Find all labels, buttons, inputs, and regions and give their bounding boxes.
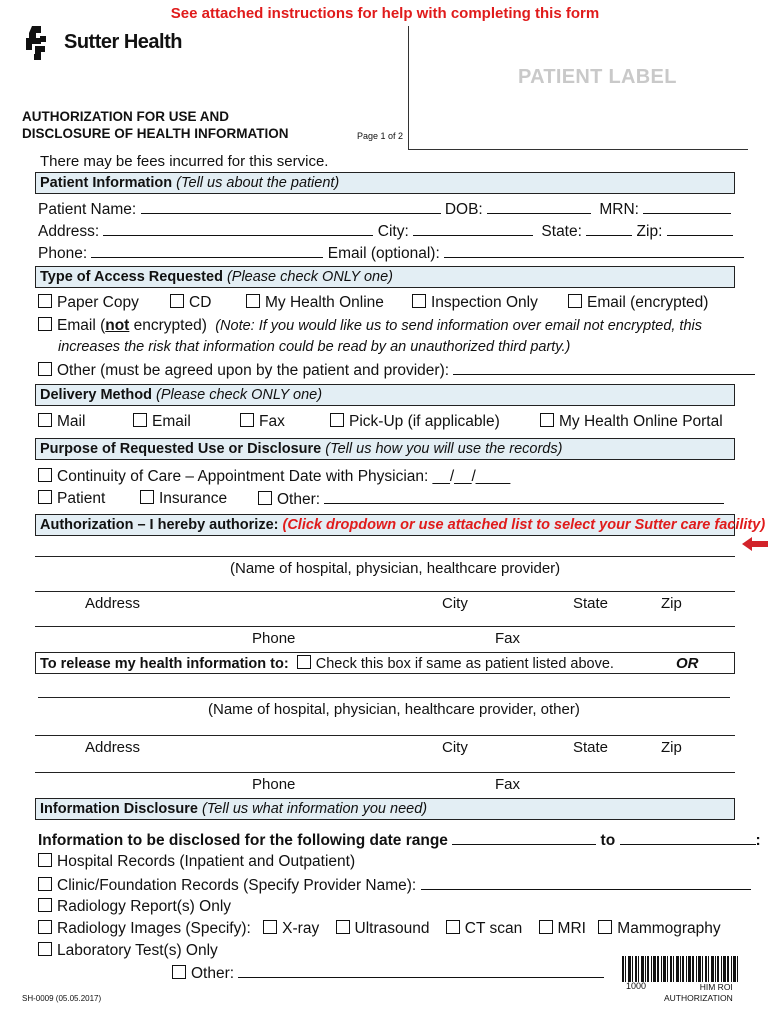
- address-row: [38, 222, 733, 241]
- checkbox-radiology-reports[interactable]: [38, 898, 52, 912]
- phone-label: Phone:: [38, 245, 88, 262]
- facility-state-caption: State: [573, 595, 609, 612]
- form-title-line-2: DISCLOSURE OF HEALTH INFORMATION: [22, 126, 289, 141]
- access-option-row: [38, 294, 139, 312]
- option-delivery-email: Email: [152, 413, 191, 430]
- ct-scan-label: CT scan: [464, 920, 523, 937]
- access-other-label: Other (must be agreed upon by the patient and provider):: [57, 362, 450, 379]
- checkbox-xray[interactable]: [263, 920, 277, 934]
- section-hint: (Tell us how you will use the records): [325, 441, 563, 457]
- section-heading: Purpose of Requested Use or Disclosure: [40, 441, 322, 457]
- email-label: Email (optional):: [327, 245, 440, 262]
- section-hint: (Please check ONLY one): [226, 269, 393, 285]
- facility-address-line[interactable]: [35, 591, 735, 592]
- brand-name: Sutter Health: [64, 31, 182, 53]
- option-cd: CD: [189, 294, 212, 311]
- facility-name-caption: (Name of hospital, physician, healthcare provider): [230, 560, 561, 577]
- access-other-row: [38, 361, 755, 380]
- email-note-line-2: increases the risk that information could be read by an unauthorized third party.): [58, 339, 571, 355]
- section-release-to: [35, 652, 735, 674]
- same-as-patient-label: Check this box if same as patient listed above.: [315, 656, 614, 672]
- dropdown-arrow-icon[interactable]: [742, 537, 768, 551]
- delivery-mail-wrap: [38, 413, 85, 431]
- checkbox-purpose-other[interactable]: [258, 491, 272, 505]
- email-not-word: not: [105, 317, 130, 334]
- header-divider-vertical: [408, 26, 409, 150]
- delivery-email-wrap: [133, 413, 191, 431]
- zip-field[interactable]: [667, 222, 733, 236]
- email-not-prefix: Email (: [57, 317, 106, 334]
- access-option-mho-wrap: [246, 294, 384, 312]
- city-label: City:: [377, 223, 409, 240]
- instruction-note: See attached instructions for help with completing this form: [170, 5, 600, 22]
- address-field[interactable]: [103, 222, 373, 236]
- provider-name-field[interactable]: [421, 876, 751, 890]
- facility-zip-caption: Zip: [661, 595, 682, 612]
- purpose-other-label: Other:: [277, 491, 321, 508]
- option-email-encrypted: Email (encrypted): [587, 294, 709, 311]
- recipient-city-caption: City: [442, 739, 468, 756]
- option-mail: Mail: [57, 413, 86, 430]
- state-label: State:: [541, 223, 582, 240]
- access-option-email-enc-wrap: [568, 294, 708, 312]
- patient-name-row: [38, 200, 731, 219]
- email-not-encrypted-row: [38, 317, 702, 335]
- mammography-label: Mammography: [617, 920, 721, 937]
- checkbox-paper-copy[interactable]: [38, 294, 52, 308]
- section-heading: Patient Information: [40, 175, 173, 191]
- hospital-records-label: Hospital Records (Inpatient and Outpatient): [57, 853, 356, 870]
- form-code: SH-0009 (05.05.2017): [22, 994, 102, 1003]
- checkbox-disclosure-other[interactable]: [172, 965, 186, 979]
- state-field[interactable]: [586, 222, 632, 236]
- checkbox-email-encrypted[interactable]: [568, 294, 582, 308]
- phone-row: [38, 244, 744, 263]
- disclosure-other-row: [172, 964, 604, 983]
- him-roi-line-1: HIM ROI: [699, 982, 733, 992]
- option-paper-copy: Paper Copy: [57, 294, 139, 311]
- radiology-reports-label: Radiology Report(s) Only: [57, 898, 232, 915]
- option-inspection-only: Inspection Only: [431, 294, 538, 311]
- checkbox-mammography[interactable]: [598, 920, 612, 934]
- disclosure-other-field[interactable]: [238, 964, 604, 978]
- checkbox-radiology-images[interactable]: [38, 920, 52, 934]
- delivery-portal-wrap: [540, 413, 723, 431]
- recipient-zip-caption: Zip: [661, 739, 682, 756]
- continuity-label: Continuity of Care – Appointment Date with Physician:: [57, 468, 429, 485]
- recipient-state-caption: State: [573, 739, 609, 756]
- fees-note: There may be fees incurred for this service.: [40, 153, 329, 170]
- date-range-end-field[interactable]: [620, 831, 756, 845]
- facility-fax-caption: Fax: [495, 630, 521, 647]
- ultrasound-label: Ultrasound: [354, 920, 430, 937]
- checkbox-mri[interactable]: [539, 920, 553, 934]
- section-heading: Delivery Method: [40, 387, 152, 403]
- delivery-fax-wrap: [240, 413, 285, 431]
- facility-name-line[interactable]: [35, 556, 735, 557]
- checkbox-ct-scan[interactable]: [446, 920, 460, 934]
- facility-phone-caption: Phone: [252, 630, 296, 647]
- radiology-reports-row: [38, 898, 231, 916]
- section-heading: Information Disclosure: [40, 801, 198, 817]
- checkbox-same-as-patient[interactable]: [297, 655, 311, 669]
- section-purpose: [35, 438, 735, 460]
- radiology-images-row: [38, 920, 721, 938]
- option-fax: Fax: [259, 413, 285, 430]
- option-pick-up: Pick-Up (if applicable): [349, 413, 500, 430]
- patient-name-field[interactable]: [141, 200, 441, 214]
- email-not-suffix: encrypted): [129, 317, 207, 334]
- clinic-records-label: Clinic/Foundation Records (Specify Provider Name):: [57, 877, 417, 894]
- recipient-phone-caption: Phone: [252, 776, 296, 793]
- lab-tests-row: [38, 942, 218, 960]
- section-hint: (Tell us what information you need): [201, 801, 428, 817]
- page-indicator: Page 1 of 2: [357, 131, 404, 141]
- section-heading: To release my health information to:: [40, 656, 289, 672]
- section-hint: (Please check ONLY one): [156, 387, 323, 403]
- checkbox-clinic-records[interactable]: [38, 877, 52, 891]
- continuity-row: [38, 468, 510, 486]
- recipient-address-line[interactable]: [35, 735, 735, 736]
- dob-label: DOB:: [444, 201, 483, 218]
- patient-name-label: Patient Name:: [38, 201, 137, 218]
- lab-tests-label: Laboratory Test(s) Only: [57, 942, 218, 959]
- mri-label: MRI: [557, 920, 586, 937]
- or-label: OR: [676, 655, 699, 672]
- purpose-patient-label: Patient: [57, 490, 106, 507]
- access-other-field[interactable]: [453, 361, 755, 375]
- checkbox-pick-up[interactable]: [330, 413, 344, 427]
- section-access-type: [35, 266, 735, 288]
- section-information-disclosure: [35, 798, 735, 820]
- section-hint: (Tell us about the patient): [176, 175, 340, 191]
- header-divider-horizontal: [408, 149, 748, 150]
- form-title: [22, 108, 289, 142]
- checkbox-delivery-email[interactable]: [133, 413, 147, 427]
- checkbox-cd[interactable]: [170, 294, 184, 308]
- him-roi-label: [664, 982, 733, 1004]
- checkbox-access-other[interactable]: [38, 362, 52, 376]
- checkbox-hospital-records[interactable]: [38, 853, 52, 867]
- checkbox-email-not-encrypted[interactable]: [38, 317, 52, 331]
- facility-dropdown-hint[interactable]: (Click dropdown or use attached list to select your Sutter care facility): [282, 517, 766, 533]
- date-range-to-label: to: [600, 832, 616, 849]
- checkbox-continuity-of-care[interactable]: [38, 468, 52, 482]
- checkbox-fax[interactable]: [240, 413, 254, 427]
- facility-city-caption: City: [442, 595, 468, 612]
- email-note-line-1: (Note: If you would like us to send information over email not encrypted, this: [215, 318, 703, 334]
- mrn-field[interactable]: [643, 200, 731, 214]
- delivery-pickup-wrap: [330, 413, 500, 431]
- checkbox-ultrasound[interactable]: [336, 920, 350, 934]
- checkbox-mho-portal[interactable]: [540, 413, 554, 427]
- him-roi-line-2: AUTHORIZATION: [664, 993, 733, 1003]
- xray-label: X-ray: [282, 920, 320, 937]
- facility-address-caption: Address: [85, 595, 141, 612]
- disclosure-other-label: Other:: [191, 965, 235, 982]
- section-authorization: [35, 514, 766, 536]
- purpose-insurance-label: Insurance: [159, 490, 228, 507]
- sutter-health-logo: [22, 24, 202, 64]
- checkbox-purpose-patient[interactable]: [38, 490, 52, 504]
- section-delivery-method: [35, 384, 735, 406]
- dob-field[interactable]: [487, 200, 591, 214]
- hospital-records-row: [38, 853, 355, 871]
- recipient-name-caption: (Name of hospital, physician, healthcare provider, other): [208, 701, 580, 718]
- zip-label: Zip:: [636, 223, 663, 240]
- purpose-patient-wrap: [38, 490, 105, 508]
- access-option-inspection-wrap: [412, 294, 538, 312]
- address-label: Address:: [38, 223, 100, 240]
- barcode-number: 1000: [626, 981, 647, 991]
- patient-label-area: PATIENT LABEL: [518, 66, 677, 88]
- checkbox-purpose-insurance[interactable]: [140, 490, 154, 504]
- purpose-insurance-wrap: [140, 490, 227, 508]
- checkbox-mail[interactable]: [38, 413, 52, 427]
- purpose-other-field[interactable]: [324, 490, 724, 504]
- clinic-records-row: [38, 876, 751, 895]
- appointment-date-field[interactable]: __/__/____: [432, 468, 511, 485]
- recipient-fax-caption: Fax: [495, 776, 521, 793]
- radiology-images-label: Radiology Images (Specify):: [57, 920, 251, 937]
- barcode-icon: [622, 956, 738, 982]
- phone-field[interactable]: [91, 244, 323, 258]
- form-title-line-1: AUTHORIZATION FOR USE AND: [22, 109, 229, 124]
- section-patient-information: [35, 172, 735, 194]
- section-heading: Authorization – I hereby authorize:: [40, 517, 279, 533]
- date-range-start-field[interactable]: [452, 831, 596, 845]
- mrn-label: MRN:: [599, 201, 639, 218]
- email-field[interactable]: [444, 244, 744, 258]
- checkbox-inspection-only[interactable]: [412, 294, 426, 308]
- option-mho-portal: My Health Online Portal: [559, 413, 723, 430]
- section-heading: Type of Access Requested: [40, 269, 223, 285]
- recipient-phone-line[interactable]: [35, 772, 735, 773]
- date-range-label: Information to be disclosed for the following date range: [38, 832, 448, 849]
- facility-phone-line[interactable]: [35, 626, 735, 627]
- checkbox-lab-tests[interactable]: [38, 942, 52, 956]
- recipient-address-caption: Address: [85, 739, 141, 756]
- recipient-name-line[interactable]: [38, 697, 730, 698]
- purpose-other-wrap: [258, 490, 724, 509]
- checkbox-my-health-online[interactable]: [246, 294, 260, 308]
- access-option-cd-wrap: [170, 294, 211, 312]
- city-field[interactable]: [413, 222, 533, 236]
- date-range-row: Information to be disclosed for the following date range to :: [38, 832, 761, 849]
- option-my-health-online: My Health Online: [265, 294, 384, 311]
